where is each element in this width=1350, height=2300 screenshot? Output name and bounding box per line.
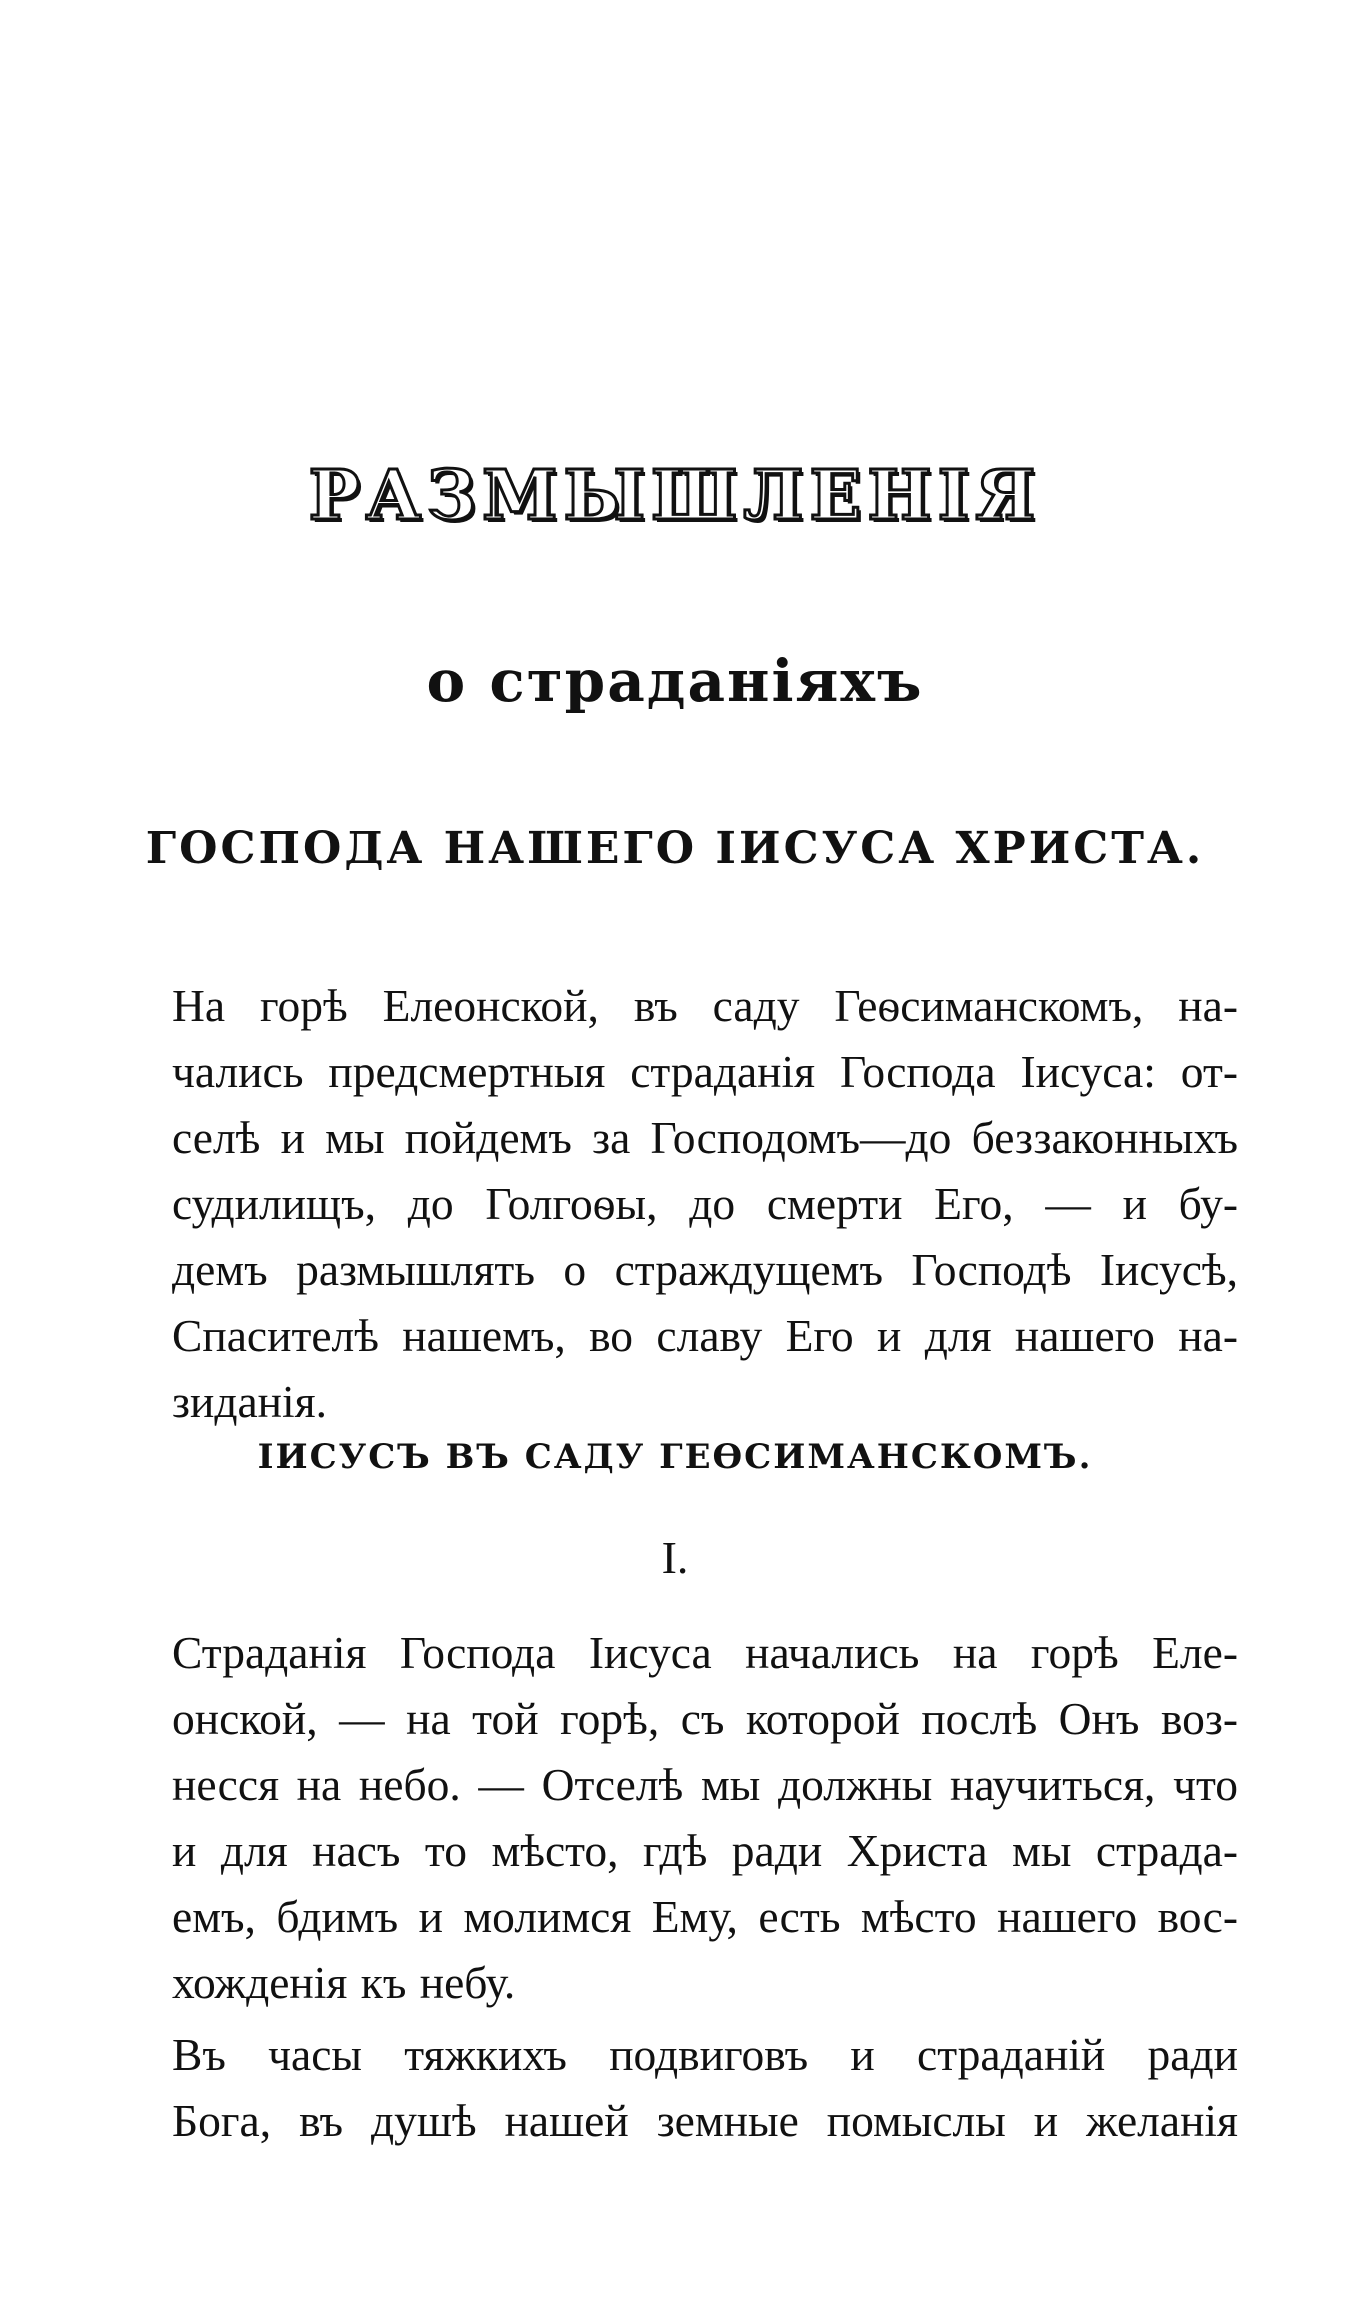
paragraph-line: хожденія къ небу. (172, 1957, 516, 2008)
paragraph-line: Страданія Господа Іисуса начались на горѣ Еле- (172, 1627, 1238, 1678)
page-title: РАЗМЫШЛЕНІЯ (308, 456, 1042, 536)
page-subtitle-secondary: ГОСПОДА НАШЕГО ІИСУСА ХРИСТА. (145, 823, 1205, 874)
paragraph-line: Бога, въ душѣ нашей земные помыслы и желанія (172, 2095, 1238, 2146)
intro-line: селѣ и мы пойдемъ за Господомъ—до беззаконныхъ (172, 1112, 1238, 1163)
paragraph-line: и для насъ то мѣсто, гдѣ ради Христа мы страда- (172, 1825, 1238, 1876)
intro-line: Спасителѣ нашемъ, во славу Его и для нашего на- (172, 1310, 1238, 1361)
paragraph-line: Въ часы тяжкихъ подвиговъ и страданій ради (172, 2029, 1238, 2080)
body-paragraph (172, 1620, 1238, 2016)
intro-line: зиданія. (172, 1376, 327, 1427)
intro-line: На горѣ Елеонской, въ саду Геѳсиманскомъ, на- (172, 980, 1238, 1031)
intro-paragraph (172, 973, 1238, 1435)
paragraph-line: онской, — на той горѣ, съ которой послѣ Онъ воз- (172, 1693, 1238, 1744)
intro-line: демъ размышлять о страждущемъ Господѣ Іисусѣ, (172, 1244, 1238, 1295)
intro-line: судилищъ, до Голгоѳы, до смерти Его, — и бу- (172, 1178, 1238, 1229)
section-number: I. (661, 1532, 689, 1583)
paragraph-line: емъ, бдимъ и молимся Ему, есть мѣсто нашего вос- (172, 1891, 1238, 1942)
body-paragraph (172, 2022, 1238, 2154)
page-subtitle: о страданіяхъ (426, 647, 924, 715)
paragraph-line: несся на небо. — Отселѣ мы должны научиться, что (172, 1759, 1238, 1810)
intro-line: чались предсмертныя страданія Господа Іисуса: от- (172, 1046, 1238, 1097)
section-heading: ІИСУСЪ ВЪ САДУ ГЕѲСИМАНСКОМЪ. (257, 1437, 1093, 1477)
